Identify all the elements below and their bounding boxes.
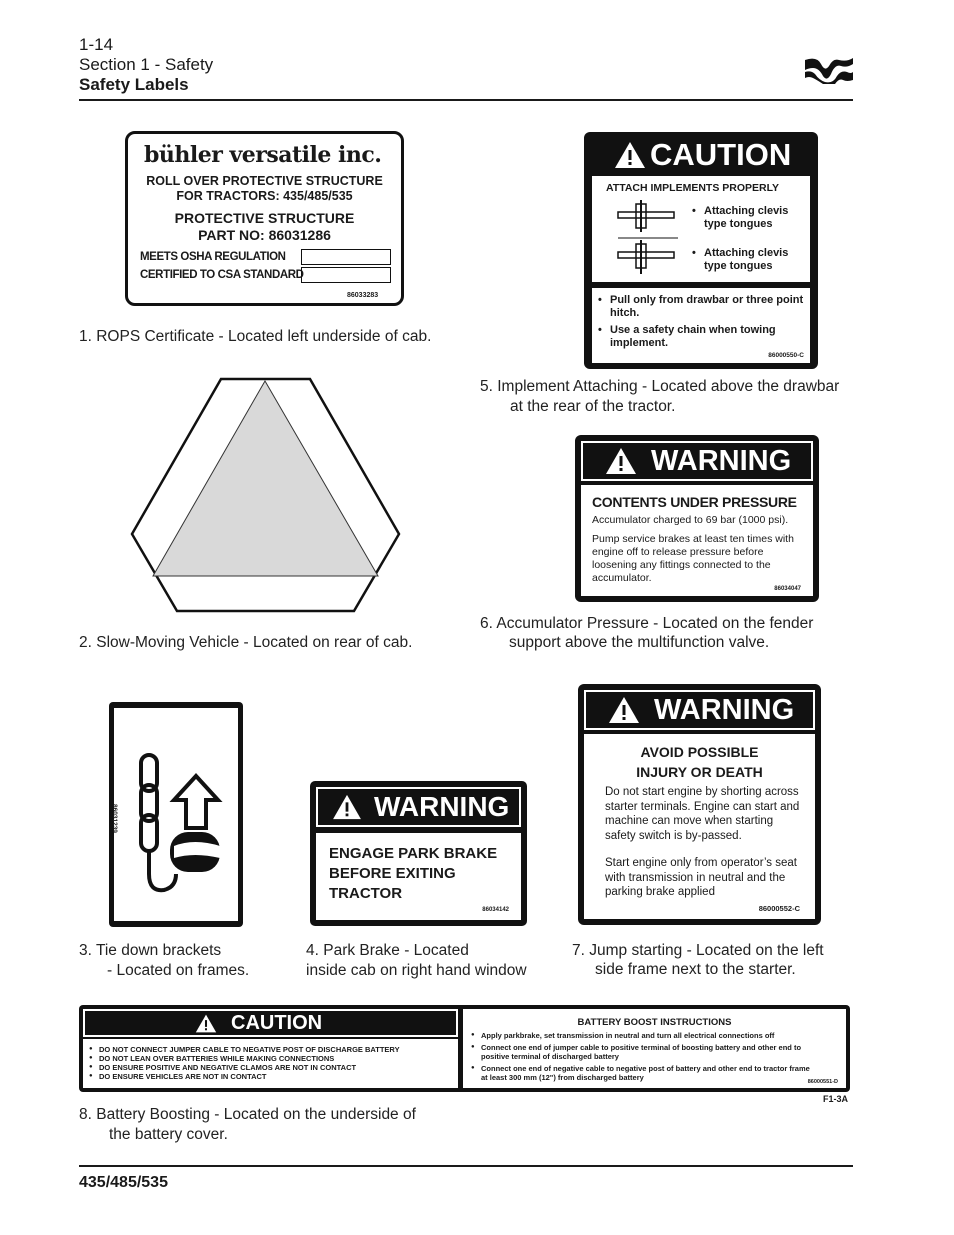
warning-title: WARNING <box>651 444 792 477</box>
starter-text-1: Do not start engine by shorting across starter terminals. Engine can start and machine can move when starting safety switch is by-passed. <box>605 786 800 842</box>
csa-box <box>301 267 391 283</box>
label-code: 86033283 <box>347 292 379 299</box>
pressure-text-1: Accumulator charged to 69 bar (1000 psi). <box>592 514 789 526</box>
park-brake-line-2: BEFORE EXITING <box>329 865 456 882</box>
warning-title: WARNING <box>654 693 795 726</box>
battery-caution-2: ● DO NOT LEAN OVER BATTERIES WHILE MAKING CONNECTIONS <box>89 1054 454 1063</box>
caution-title: CAUTION <box>650 137 792 172</box>
implement-caution-label <box>584 132 818 369</box>
rops-line-2: FOR TRACTORS: 435/485/535 <box>176 189 353 203</box>
caption-6-line-2: support above the multifunction valve. <box>509 634 770 651</box>
warning-triangle-icon <box>195 1014 217 1033</box>
starter-heading-1: AVOID POSSIBLE <box>640 744 759 760</box>
subsection-title: Safety Labels <box>79 75 189 94</box>
label-code: 86000550-C <box>768 352 804 359</box>
osha-box <box>301 249 391 265</box>
starter-heading-2: INJURY OR DEATH <box>636 764 763 780</box>
park-brake-line-1: ENGAGE PARK BRAKE <box>329 845 498 862</box>
caption-7-line-1: 7. Jump starting - Located on the left <box>572 942 824 959</box>
label-code: 86031239 <box>111 804 118 833</box>
label-code: 86034047 <box>774 586 801 592</box>
implement-diagram-panel <box>592 176 810 282</box>
header-rule <box>79 99 853 101</box>
implement-bullet-4: • Use a safety chain when towing implement. <box>598 324 804 350</box>
footer-rule <box>79 1165 853 1167</box>
warning-triangle-icon <box>605 447 637 475</box>
caption-4-line-1: 4. Park Brake - Located <box>306 942 469 959</box>
park-brake-warning-label <box>310 781 527 926</box>
battery-caution-1: ● DO NOT CONNECT JUMPER CABLE TO NEGATIVE POST OF DISCHARGE BATTERY <box>89 1045 454 1054</box>
pressure-text-2: Pump service brakes at least ten times with engine off to release pressure before loosening any fittings connected to the accumulator. <box>592 533 794 584</box>
caption-2: 2. Slow-Moving Vehicle - Located on rear of cab. <box>79 634 413 651</box>
battery-boost-heading: BATTERY BOOST INSTRUCTIONS <box>577 1017 732 1028</box>
warning-title: WARNING <box>374 791 510 822</box>
battery-boost-label <box>79 1005 850 1092</box>
implement-bullet-2: • Attaching clevis type tongues <box>692 247 802 273</box>
implement-bullet-3: • Pull only from drawbar or three point hitch. <box>598 294 804 320</box>
battery-step-2: ● Connect one end of jumper cable to positive terminal of boosting battery and other end to positive terminal of discharged battery <box>471 1043 816 1061</box>
csa-standard: CERTIFIED TO CSA STANDARD <box>140 269 304 281</box>
park-brake-line-3: TRACTOR <box>329 885 403 902</box>
caption-1: 1. ROPS Certificate - Located left underside of cab. <box>79 328 432 345</box>
warning-triangle-icon <box>608 696 640 724</box>
pressure-heading: CONTENTS UNDER PRESSURE <box>592 494 797 510</box>
battery-step-1: ● Apply parkbrake, set transmission in neutral and turn all electrical connections off <box>471 1031 816 1040</box>
battery-caution-4: ● DO ENSURE VEHICLES ARE NOT IN CONTACT <box>89 1072 454 1081</box>
implement-heading: ATTACH IMPLEMENTS PROPERLY <box>606 182 780 194</box>
warning-triangle-icon <box>332 794 362 820</box>
section-title: Section 1 - Safety <box>79 55 214 74</box>
rops-line-3: PROTECTIVE STRUCTURE <box>174 210 355 226</box>
starter-text-2: Start engine only from operator’s seat with transmission in neutral and the parking brake applied <box>605 857 797 898</box>
implement-text-panel <box>592 288 810 363</box>
jump-start-warning-label <box>578 684 821 925</box>
caption-8-line-2: the battery cover. <box>109 1126 228 1143</box>
slow-moving-vehicle-emblem <box>128 377 403 613</box>
chain-hook-icon <box>134 752 234 902</box>
implement-bullet-1: • Attaching clevis type tongues <box>692 205 802 231</box>
rops-line-4: PART NO: 86031286 <box>198 227 331 243</box>
accumulator-warning-label <box>575 435 819 602</box>
footer-models: 435/485/535 <box>79 1174 168 1191</box>
caption-6-line-1: 6. Accumulator Pressure - Located on the fender <box>480 615 814 632</box>
page-number: 1-14 <box>79 35 114 54</box>
clevis-tongue-diagram-icon <box>614 200 684 278</box>
label-code: 86034142 <box>482 907 509 913</box>
rops-line-1: ROLL OVER PROTECTIVE STRUCTURE <box>146 174 383 188</box>
caption-5-line-1: 5. Implement Attaching - Located above the drawbar <box>480 378 840 395</box>
figure-reference: F1-3A <box>823 1094 849 1104</box>
caption-3-line-2: - Located on frames. <box>107 962 250 979</box>
warning-triangle-icon <box>614 141 646 169</box>
buhler-versatile-logo-icon <box>803 54 855 86</box>
caption-7-line-2: side frame next to the starter. <box>595 961 796 978</box>
caution-title: CAUTION <box>231 1011 323 1034</box>
rops-certificate-label <box>125 131 404 306</box>
battery-caution-3: ● DO ENSURE POSITIVE AND NEGATIVE CLAMOS ARE NOT IN CONTACT <box>89 1063 454 1072</box>
label-code: 86000552-C <box>758 904 800 913</box>
battery-step-3: ● Connect one end of negative cable to negative post of battery and other end to tractor frame at least 300 mm (12") from discharged battery <box>471 1064 816 1082</box>
caption-4-line-2: inside cab on right hand window <box>306 962 527 979</box>
tie-down-label <box>109 702 243 927</box>
caption-8-line-1: 8. Battery Boosting - Located on the underside of <box>79 1106 416 1123</box>
caption-3-line-1: 3. Tie down brackets <box>79 942 222 959</box>
label-code: 86000551-D <box>807 1079 838 1085</box>
brand-name: bühler versatile inc. <box>144 142 382 168</box>
caption-5-line-2: at the rear of the tractor. <box>510 398 676 415</box>
osha-regulation: MEETS OSHA REGULATION <box>140 251 286 263</box>
